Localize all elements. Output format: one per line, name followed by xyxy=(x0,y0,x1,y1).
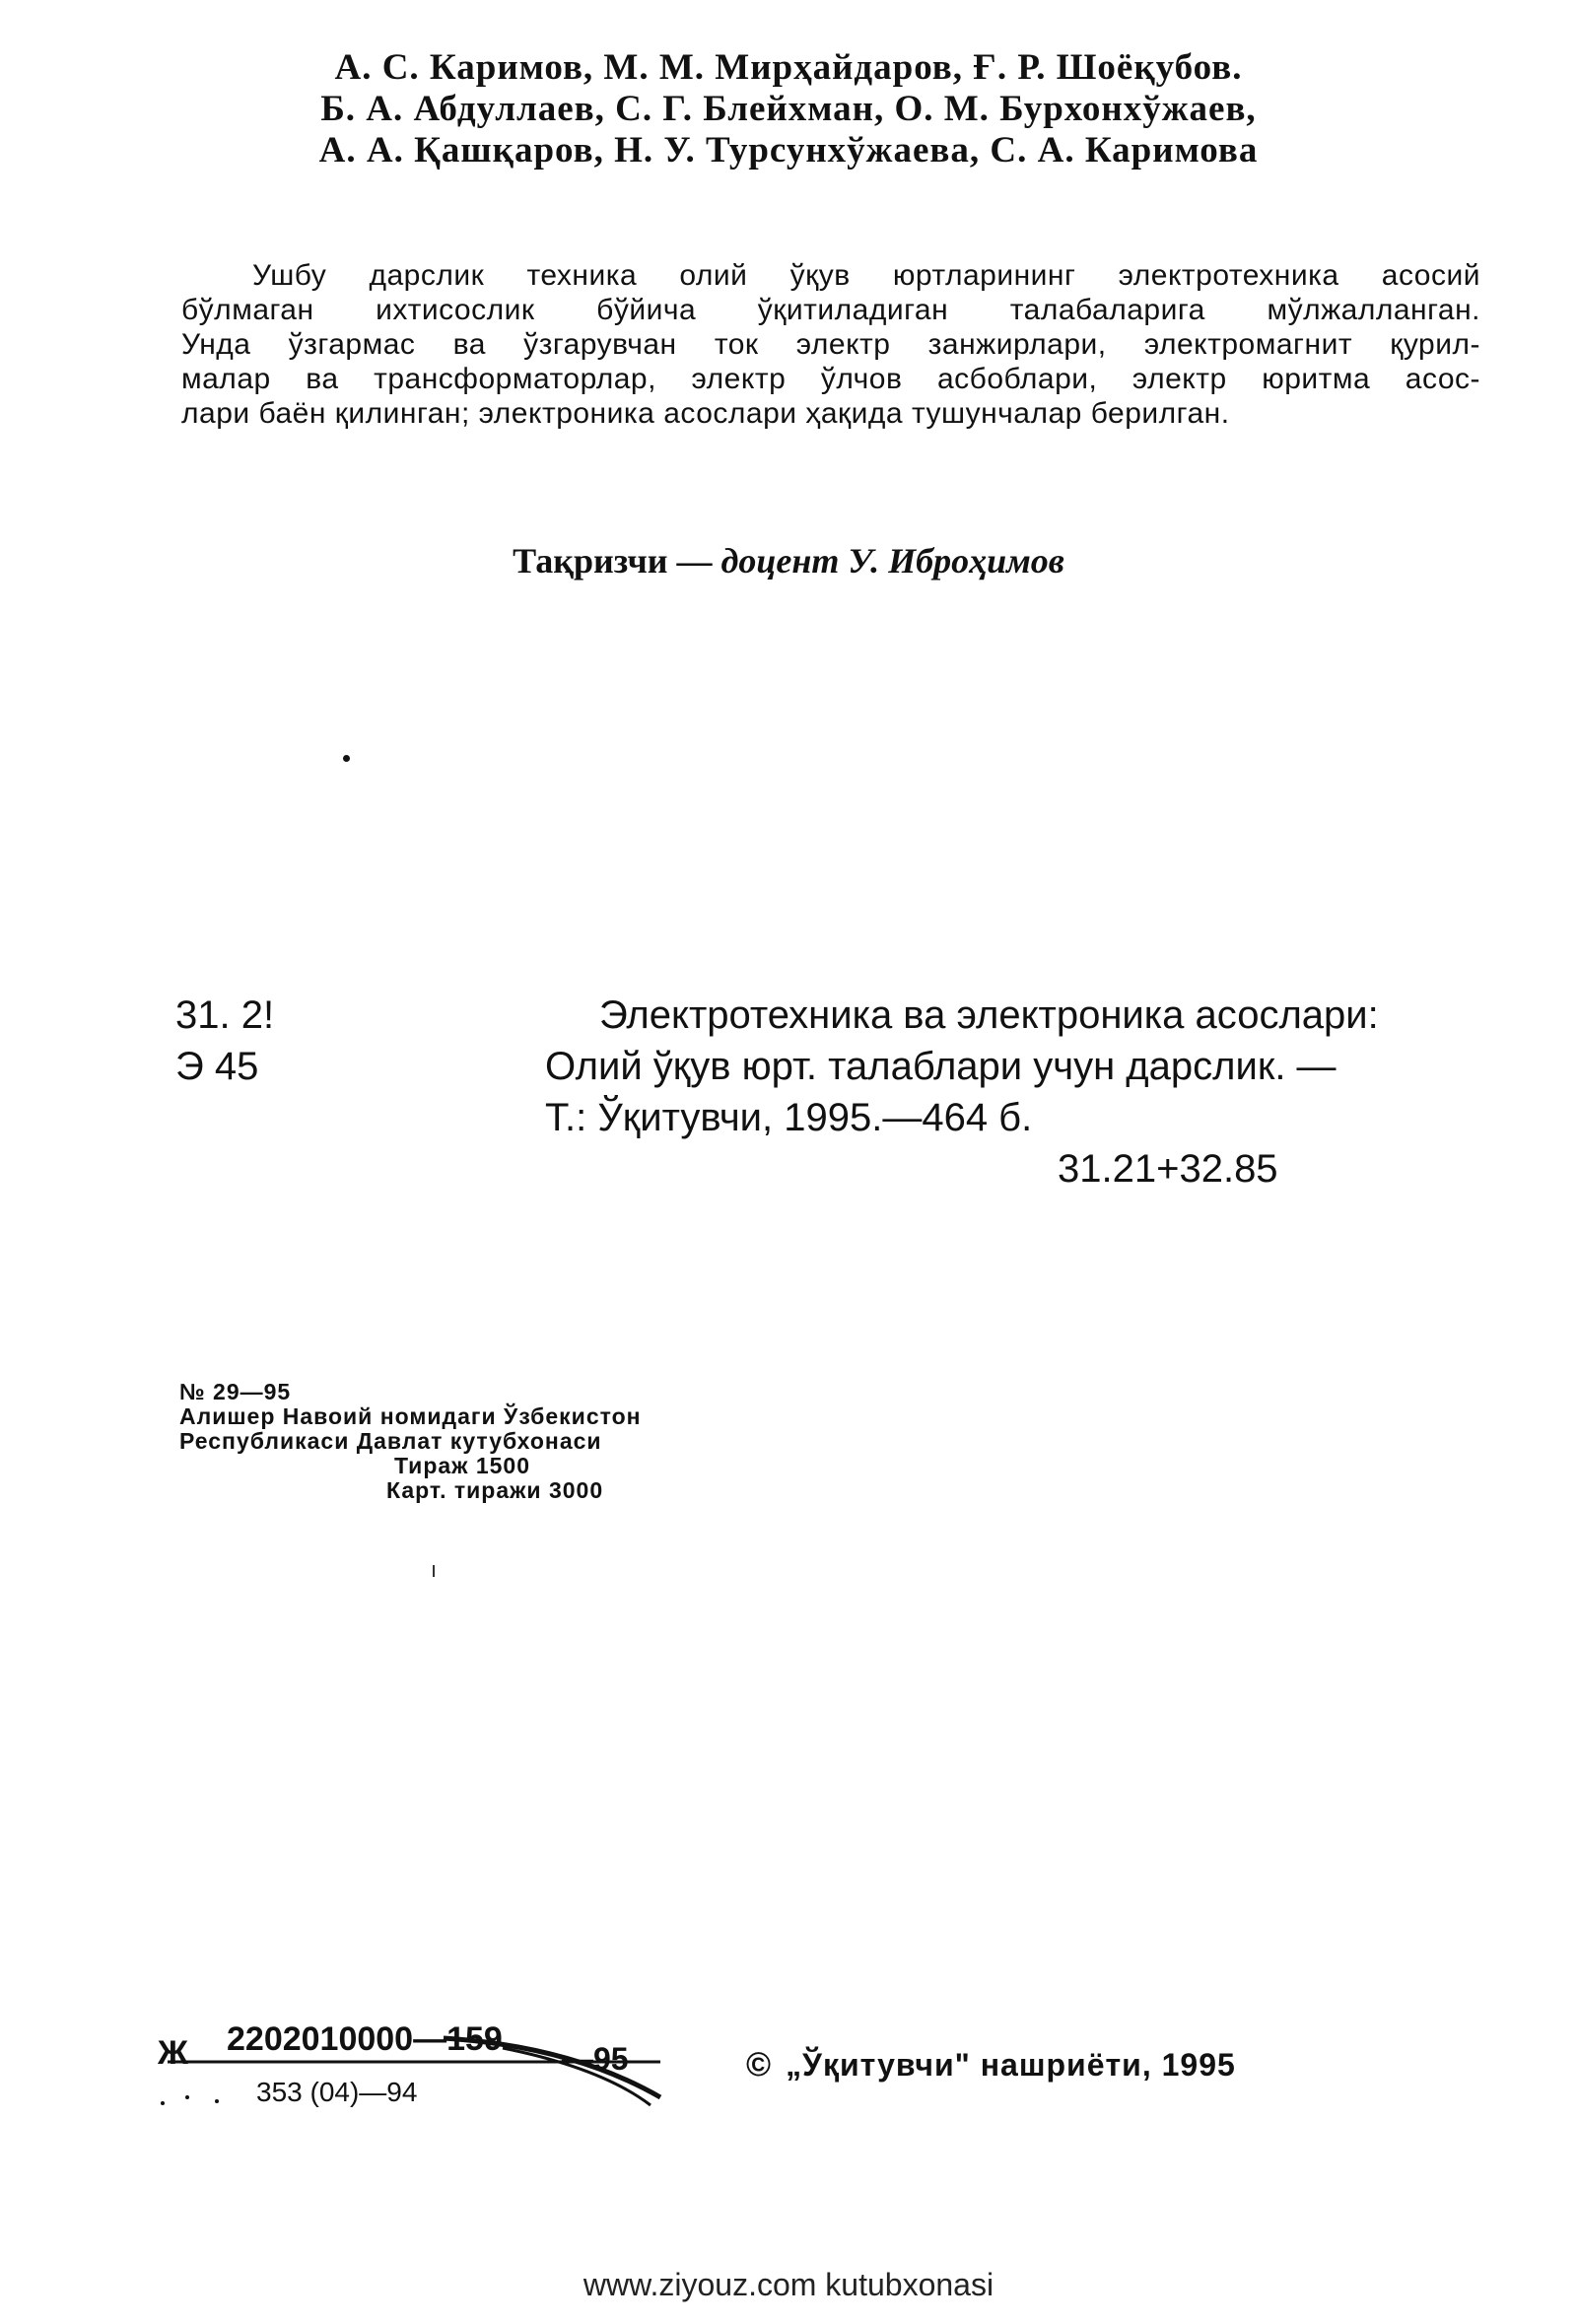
stamp-prefix: Ж xyxy=(158,2034,188,2072)
catalog-index: 31.21+32.85 xyxy=(1058,1147,1278,1191)
stamp-top: 2202010000—159 xyxy=(227,2020,503,2058)
tick-mark xyxy=(433,1565,435,1577)
abstract-line: лари баён қилинган; электроника асослари ҳақида тушунчалар берилган. xyxy=(181,397,1230,430)
abstract-line: Ушбу дарслик техника олий ўқув юртларининг электротехника асосий xyxy=(252,259,1480,292)
abstract-line: Унда ўзгармас ва ўзгарувчан ток электр занжирлари, электромагнит қурил- xyxy=(181,328,1480,361)
library-name: Алишер Навоий номидаги Ўзбекистон xyxy=(179,1403,642,1429)
card-run: Карт. тиражи 3000 xyxy=(386,1477,604,1503)
copyright-icon: © xyxy=(746,2046,773,2084)
publication-stamp xyxy=(148,2018,680,2109)
reviewer xyxy=(0,540,1577,581)
library-note xyxy=(179,1380,642,1503)
print-run: Тираж 1500 xyxy=(394,1453,531,1478)
catalog-publisher: Т.: Ўқитувчи, 1995.—464 б. xyxy=(545,1096,1033,1139)
reviewer-name: доцент У. Иброҳимов xyxy=(720,541,1064,581)
catalog-entry xyxy=(545,990,1481,1195)
authors-line-2: Б. А. Абдуллаев, С. Г. Блейхман, О. М. Бурхонхўжаев, xyxy=(320,89,1257,129)
abstract xyxy=(181,258,1480,431)
catalog-title: Электротехника ва электроника асослари: xyxy=(599,993,1379,1037)
authors-block xyxy=(227,47,1350,171)
library-number: № 29—95 xyxy=(179,1379,292,1404)
bbk-code: 31. 2! xyxy=(175,993,275,1037)
authors-line-1: А. С. Каримов, М. М. Мирҳайдаров, Ғ. Р. Шоёқубов. xyxy=(334,47,1243,88)
stamp-bottom: 353 (04)—94 xyxy=(256,2077,418,2107)
classification-codes xyxy=(175,990,274,1092)
stamp-right: —95 xyxy=(562,2041,629,2077)
author-sign: Э 45 xyxy=(175,1045,259,1088)
abstract-line: бўлмаган ихтисослик бўйича ўқитиладиган талабаларига мўлжалланган. xyxy=(181,294,1480,326)
stamp-graphic xyxy=(148,2018,680,2109)
footer-watermark: www.ziyouz.com kutubxonasi xyxy=(583,2267,994,2302)
catalog-subtitle: Олий ўқув юрт. талаблари учун дарслик. — xyxy=(545,1045,1337,1088)
library-name-cont: Республикаси Давлат кутубхонаси xyxy=(179,1428,602,1454)
authors-line-3: А. А. Қашқаров, Н. У. Турсунхўжаева, С. А. Каримова xyxy=(318,130,1259,171)
reviewer-label: Тақризчи — xyxy=(513,541,713,581)
abstract-line: малар ва трансформаторлар, электр ўлчов асбоблари, электр юритма асос- xyxy=(181,363,1480,395)
copyright xyxy=(746,2046,1236,2085)
print-dot xyxy=(343,755,350,762)
copyright-text: „Ўқитувчи" нашриёти, 1995 xyxy=(786,2047,1236,2083)
